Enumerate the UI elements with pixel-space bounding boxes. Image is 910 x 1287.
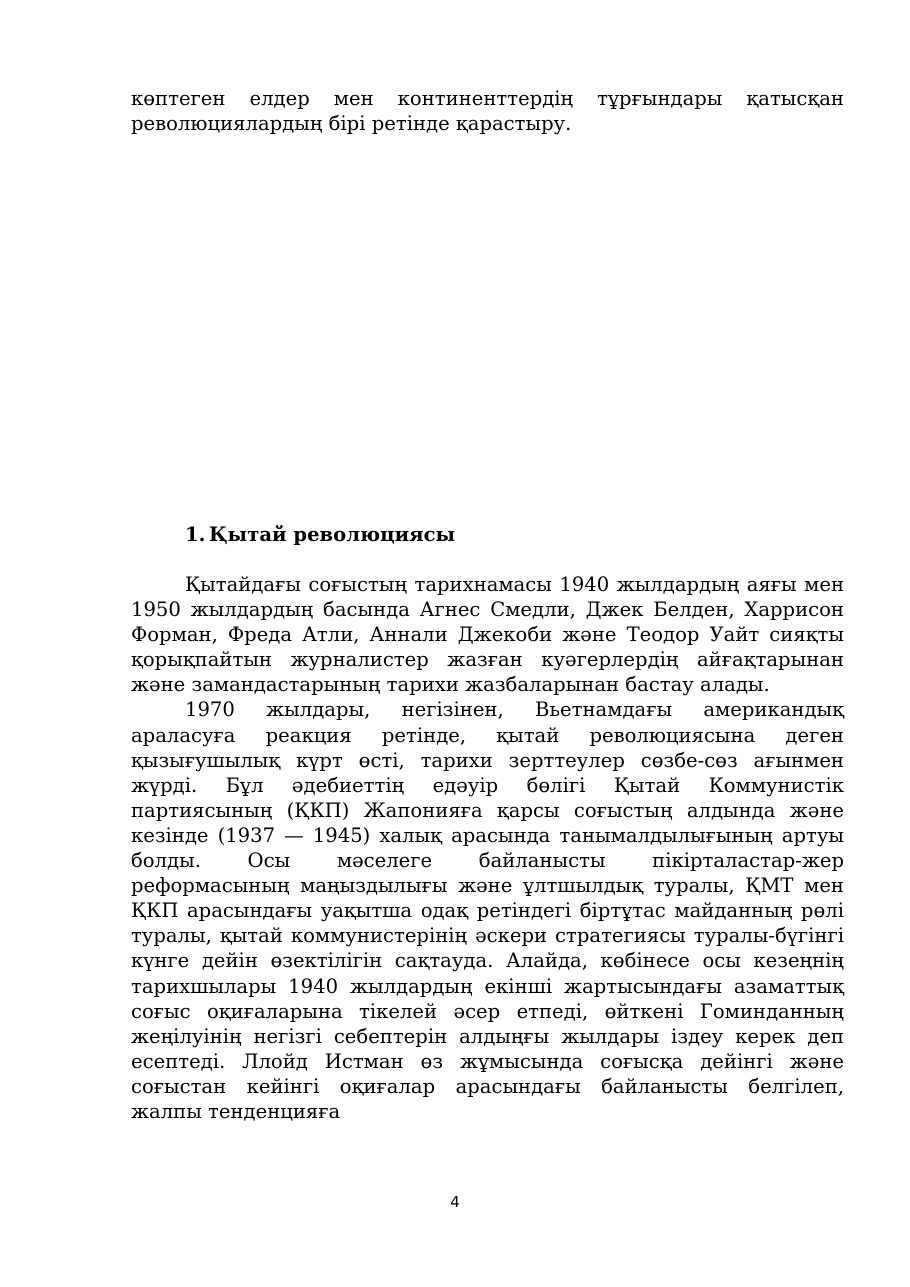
intro-text: көптеген елдер мен континенттердің тұрғындары қатысқан революциялардың бірі ретінде қарастыру.	[131, 87, 844, 136]
section-number: 1.	[185, 523, 206, 546]
body-paragraph-1: Қытайдағы соғыстың тарихнамасы 1940 жылдардың аяғы мен 1950 жылдардың басында Агнес Смедли, Джек Белден, Харрисон Форман, Фреда Атли, Аннали Джекоби және Теодор Уайт сияқты қорықпайтын журналистер жазған куәгерлердің айғақтарынан және замандастарының тарихи жазбаларынан бастау алады.	[131, 573, 844, 697]
section-title: Қытай революциясы	[209, 523, 456, 546]
section-body	[131, 572, 844, 1124]
body-paragraph-2: 1970 жылдары, негізінен, Вьетнамдағы американдық араласуға реакция ретінде, қытай революциясына деген қызығушылық күрт өсті, тарихи зерттеулер сөзбе-сөз ағынмен жүрді. Бұл әдебиеттің едәуір бөлігі Қытай Коммунистік партиясының (ҚКП) Жапонияға қарсы соғыстың алдында және кезінде (1937 — 1945) халық арасында танымалдылығының артуы болды. Осы мәселеге байланысты пікірталастар-жер реформасының маңыздылығы және ұлтшылдық туралы, ҚМТ мен ҚКП арасындағы уақытша одақ ретіндегі біртұтас майданның рөлі туралы, қытай коммунистерінің әскери стратегиясы туралы-бүгінгі күнге дейін өзектілігін сақтауда. Алайда, көбінесе осы кезеңнің тарихшылары 1940 жылдардың екінші жартысындағы азаматтық соғыс оқиғаларына тікелей әсер етпеді, өйткені Гоминданның жеңілуінің негізгі себептерін алдыңғы жылдары іздеу керек деп есептеді. Ллойд Истман өз жұмысында соғысқа дейінгі және соғыстан кейінгі оқиғалар арасындағы байланысты белгілеп, жалпы тенденцияға	[131, 698, 844, 1123]
page-number: 4	[450, 1193, 460, 1211]
section-heading	[185, 522, 455, 548]
intro-paragraph	[131, 86, 844, 136]
